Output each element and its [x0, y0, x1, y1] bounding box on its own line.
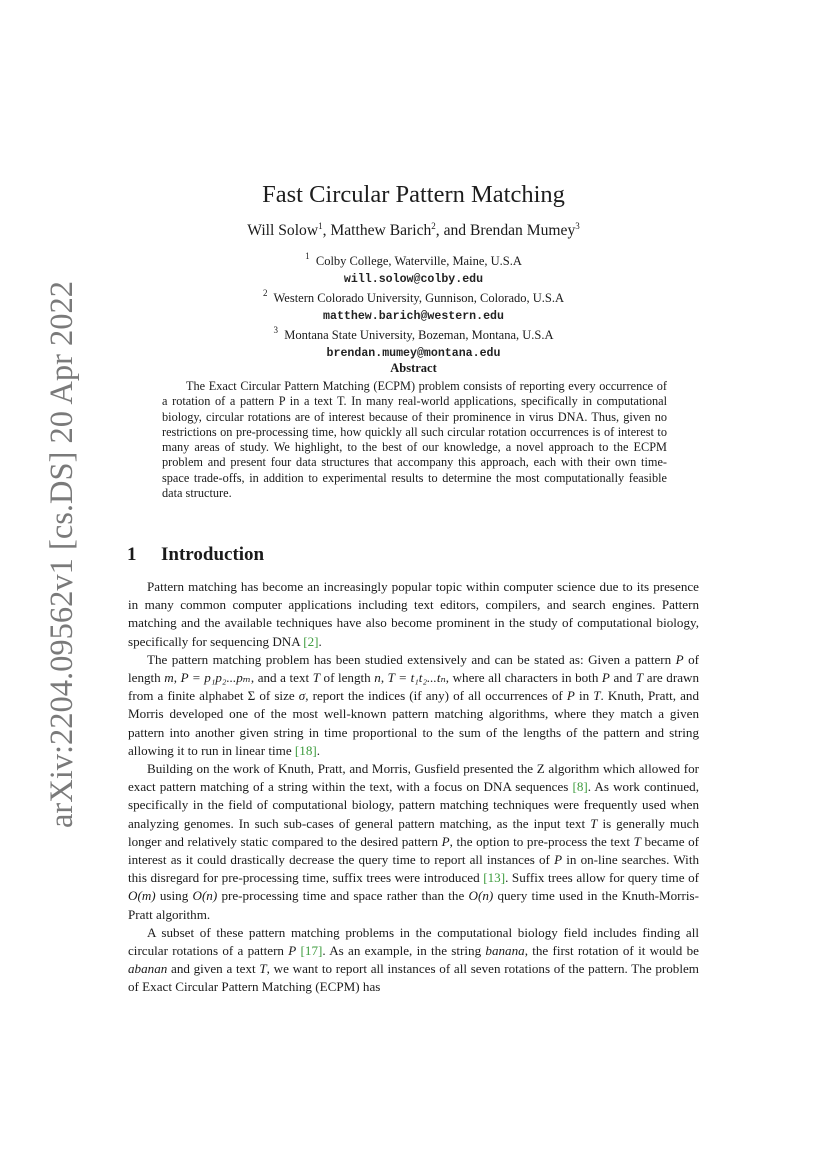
- text-run: in on-line searches. With this disregard for pre-processing time, suffix trees were introduced: [128, 852, 700, 886]
- text-run: of length: [128, 651, 699, 686]
- affiliation: [0, 289, 827, 308]
- text-run: in: [574, 688, 594, 704]
- emphasized-word: banana: [485, 943, 525, 959]
- text-run: . As an example, in the string: [322, 943, 486, 959]
- text-run: are drawn from a finite alphabet Σ of size: [128, 670, 700, 704]
- math-var: P: [675, 651, 684, 667]
- math-var: T: [593, 688, 601, 704]
- math-var: m: [164, 670, 174, 686]
- emphasized-word: abanan: [128, 961, 168, 977]
- text-run: , the first rotation of it would be: [524, 943, 699, 959]
- text-run: , we want to report all instances of all seven rotations of the pattern. The problem of Exact Circular Pattern Matching (ECPM) has: [128, 961, 699, 995]
- math-var: P: [566, 688, 575, 704]
- text-run: , the option to pre-process the text: [449, 833, 634, 849]
- affiliations: [0, 252, 827, 363]
- text-run: .: [318, 633, 322, 649]
- text-run: pre-processing time and space rather than the: [217, 888, 469, 904]
- math-var: P: [554, 852, 563, 868]
- citation-link[interactable]: [8]: [572, 779, 588, 795]
- text-run: , and a text: [250, 670, 313, 686]
- author-name: Will Solow: [247, 222, 319, 239]
- math-var: T: [312, 670, 320, 686]
- arxiv-stamp-text: arXiv:2204.09562v1 [cs.DS] 20 Apr 2022: [44, 280, 80, 828]
- text-run: . Knuth, Pratt, and Morris developed one of the most well-known pattern matching algorithms, where they match a given pattern into another given string in time proportional to the sum of the lengths of the pattern and string allowing it to run in linear time: [128, 688, 700, 758]
- text-run: ,: [173, 670, 181, 686]
- text-run: and: [609, 670, 636, 686]
- section-title: Introduction: [161, 544, 265, 565]
- arxiv-identifier-stamp: [18, 280, 80, 850]
- text-run: query time used in the Knuth-Morris-Pratt algorithm.: [128, 888, 699, 922]
- author-affiliation-mark: 2: [431, 221, 436, 231]
- math-var: T: [635, 670, 644, 686]
- math-expr: O(m): [128, 888, 156, 904]
- author-email[interactable]: matthew.barich@western.edu: [323, 309, 504, 323]
- author-email[interactable]: will.solow@colby.edu: [343, 272, 484, 286]
- math-var: n: [374, 670, 381, 686]
- text-run: Building on the work of Knuth, Pratt, and Morris, Gusfield presented the Z algorithm which allowed for exact pattern matching of a string within the text, with a focus on DNA sequences: [128, 761, 699, 795]
- paragraph: [128, 760, 699, 924]
- paragraph: [128, 651, 699, 760]
- author-separator: , and: [435, 222, 471, 239]
- affiliation-mark: 1: [305, 251, 310, 261]
- author-list: [0, 220, 827, 242]
- citation-link[interactable]: [18]: [294, 742, 317, 758]
- math-expr: P = p₁p₂...pₘ: [180, 670, 251, 686]
- body-text: [128, 578, 699, 997]
- paper-title: Fast Circular Pattern Matching: [262, 181, 565, 208]
- affiliation-mark: 3: [273, 325, 278, 335]
- text-run: .: [316, 742, 321, 758]
- citation-link[interactable]: [13]: [483, 870, 506, 886]
- author-email[interactable]: brendan.mumey@montana.edu: [326, 346, 501, 360]
- section-number: 1: [127, 544, 137, 565]
- text-run: . Suffix trees allow for query time of: [505, 870, 699, 886]
- math-var: P: [601, 670, 610, 686]
- text-run: The pattern matching problem has been studied extensively and can be stated as: Given a pattern: [147, 651, 676, 667]
- institution-name: Montana State University, Bozeman, Montana, U.S.A: [284, 328, 554, 342]
- math-var: T: [590, 815, 598, 831]
- affiliation-mark: 2: [262, 288, 268, 298]
- author-separator: ,: [322, 222, 331, 239]
- paragraph: [128, 924, 699, 997]
- text-run: , where all characters in both: [445, 670, 602, 686]
- author-name: Matthew Barich: [330, 222, 432, 239]
- text-run: Pattern matching has become an increasingly popular topic within computer science due to its presence in many common computer applications including text editors, compilers, and search engines. Pattern matching and the available techniques have also become prominent in the study of computational biology, specifically for sequencing DNA: [128, 579, 699, 649]
- text-run: of length: [319, 670, 375, 686]
- text-run: . As work continued, specifically in the field of computational biology, pattern matching techniques were frequently used when analyzing genomes. In such sub-cases of general pattern matching, as the input text: [128, 779, 699, 831]
- text-run: became of interest as it could drastically decrease the query time to report all instances of: [128, 833, 700, 868]
- citation-link[interactable]: [2]: [303, 633, 319, 649]
- author-affiliation-mark: 1: [318, 221, 323, 231]
- text-run: using: [155, 888, 193, 904]
- math-var: P: [288, 943, 297, 959]
- math-var: σ: [298, 688, 306, 704]
- text-run: and given a text: [167, 961, 260, 977]
- affiliation: [0, 326, 827, 345]
- section-heading: [127, 543, 264, 567]
- text-run: is generally much longer and relatively static compared to the desired pattern: [128, 815, 699, 849]
- institution-name: Western Colorado University, Gunnison, Colorado, U.S.A: [273, 291, 565, 305]
- citation-link[interactable]: [17]: [300, 943, 323, 959]
- author-affiliation-mark: 3: [575, 221, 580, 231]
- text-run: A subset of these pattern matching problems in the computational biology field includes finding all circular rotations of a pattern: [128, 924, 699, 959]
- math-expr: O(n): [192, 888, 218, 904]
- math-var: T: [633, 833, 641, 849]
- paragraph: [128, 578, 699, 651]
- abstract-text: The Exact Circular Pattern Matching (ECPM) problem consists of reporting every occurrence of a rotation of a pattern P in a text T. In many real-world applications, specifically in computational biology, circular rotations are of interest because of their prominence in virus DNA. Thus, given no restrictions on pre-processing time, how quickly all such circular rotation occurrences is of interest to many areas of study. We highlight, to the best of our knowledge, a novel approach to the ECPM problem and present four data structures that accompany this approach, each with their own time-space trade-offs, in addition to experimental results to determine the most computationally feasible data structure.: [162, 379, 667, 501]
- text-run: ,: [380, 670, 388, 686]
- math-var: T: [259, 961, 267, 977]
- affiliation: [0, 252, 827, 271]
- abstract-heading: Abstract: [390, 361, 437, 375]
- math-expr: O(n): [468, 888, 494, 904]
- institution-name: Colby College, Waterville, Maine, U.S.A: [315, 254, 522, 268]
- math-expr: T = t₁t₂...tₙ: [387, 670, 446, 686]
- math-var: P: [441, 833, 450, 849]
- text-run: , report the indices (if any) of all occurrences of: [305, 688, 567, 704]
- author-name: Brendan Mumey: [470, 222, 576, 239]
